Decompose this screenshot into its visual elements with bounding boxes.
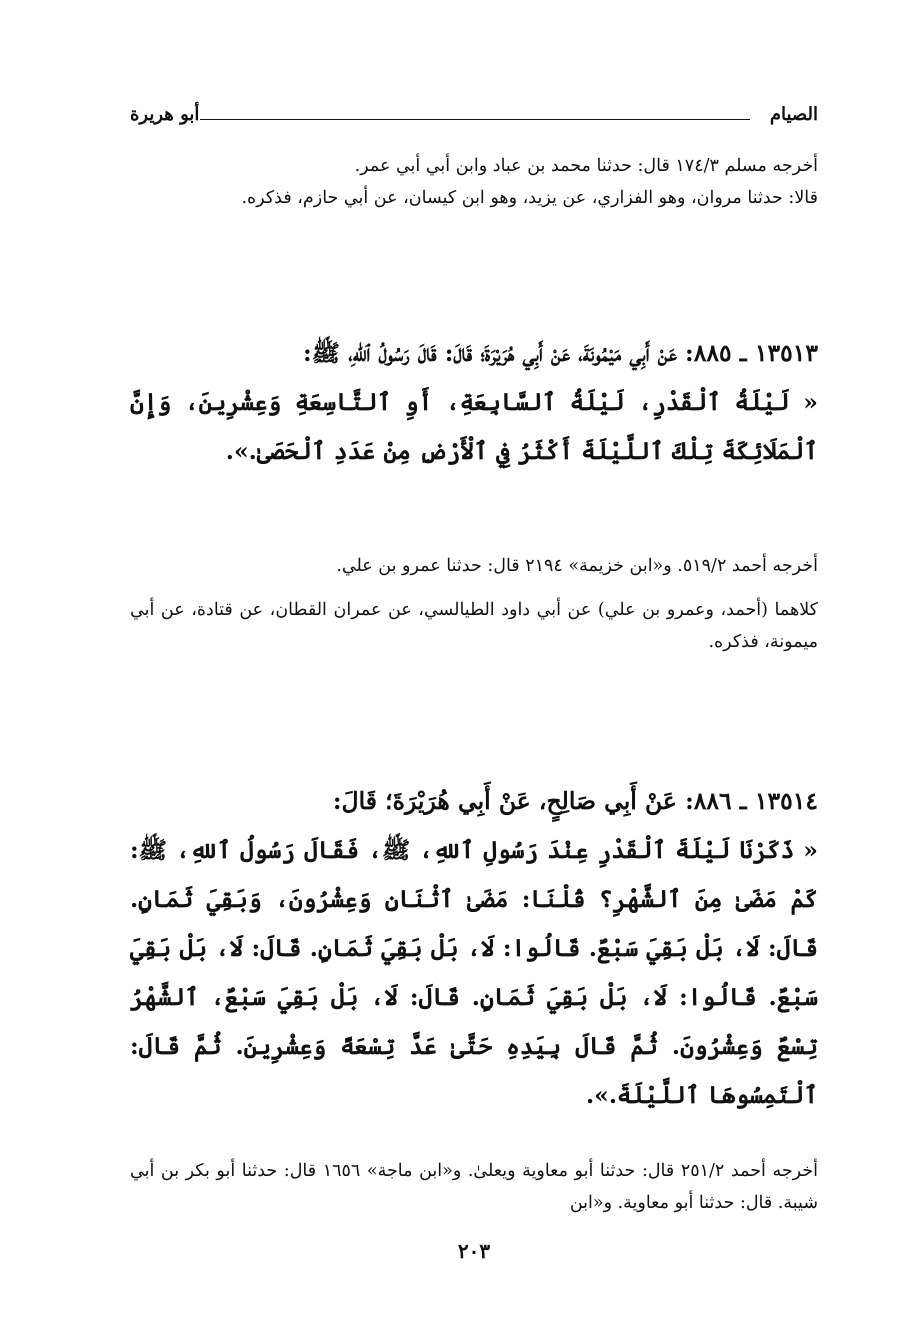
source-line: أخرجه أحمد ٥١٩/٢. و«ابن خزيمة» ٢١٩٤ قال: حدثنا عمرو بن علي.: [336, 556, 818, 576]
hadith-13513: [130, 329, 818, 476]
hadith-13514: [130, 777, 818, 1120]
header-rule: [200, 119, 750, 120]
source-note-mid: [130, 550, 818, 658]
narrator-title: أبو هريرة: [130, 104, 200, 125]
source-note-top: [130, 150, 818, 214]
hadith-isnad: ١٣٥١٣ ـ ٨٨٥: عَنْ أَبِي مَيْمُونَةَ، عَنْ أَبِي هُرَيْرَةَ؛ قَالَ: قَالَ رَسُولُ ٱللهِ، ﷺ:: [302, 339, 818, 367]
source-line: أخرجه أحمد ٢٥١/٢ قال: حدثنا أبو معاوية ويعلىٰ. و«ابن ماجة» ١٦٥٦ قال: حدثنا أبو بكر بن أبي شيبة. قال: حدثنا أبو معاوية. و«ابن: [130, 1161, 818, 1213]
source-line: أخرجه مسلم ١٧٤/٣ قال: حدثنا محمد بن عباد وابن أبي أبي عمر.: [354, 156, 818, 176]
source-line: قالا: حدثنا مروان، وهو الفزاري، عن يزيد، وهو ابن كيسان، عن أبي حازم، فذكره.: [241, 188, 818, 208]
hadith-matn: « ذَكَرْنَا لَيْلَةَ ٱلْقَدْرِ عِنْدَ رَسُولِ ٱللهِ، ﷺ، فَقَالَ رَسُولُ ٱللهِ، ﷺ: كَمْ مَضَىٰ مِنَ ٱلشَّهْرِ؟ قُلْنَا: مَضَىٰ ٱثْنَانِ وَعِشْرُونَ، وَبَقِيَ ثَمَانٍ. قَالَ: لَا، بَلْ بَقِيَ سَبْعٌ. قَالُوا: لَا، بَلْ بَقِيَ ثَمَانٍ. قَالَ: لَا، بَلْ بَقِيَ سَبْعٌ. قَالُوا: لَا، بَلْ بَقِيَ ثَمَانٍ. قَالَ: لَا، بَلْ بَقِيَ سَبْعٌ، ٱلشَّهْرُ تِسْعٌ وَعِشْرُونَ. ثُمَّ قَالَ بِيَدِهِ حَتَّىٰ عَدَّ تِسْعَةً وَعِشْرِينَ. ثُمَّ قَالَ: ٱلْتَمِسُوهَا ٱللَّيْلَةَ.».: [130, 836, 818, 1109]
book-page: [130, 0, 818, 1339]
chapter-title: الصيام: [769, 104, 818, 125]
page-number: ٢٠٣: [457, 1239, 491, 1263]
source-line: كلاهما (أحمد، وعمرو بن علي) عن أبي داود الطيالسي، عن عمران القطان، عن قتادة، عن أبي ميمونة، فذكره.: [130, 600, 818, 652]
source-note-bottom: [130, 1155, 818, 1219]
running-header: [130, 104, 818, 140]
hadith-isnad: ١٣٥١٤ ـ ٨٨٦: عَنْ أَبِي صَالِحٍ، عَنْ أَبِي هُرَيْرَةَ؛ قَالَ:: [332, 787, 818, 815]
hadith-matn: « لَيْلَةُ ٱلْقَدْرِ، لَيْلَةُ ٱلسَّابِعَةِ، أَوِ ٱلتَّاسِعَةِ وَعِشْرِينَ، وَإِنَّ ٱلْمَلَائِكَةَ تِلْكَ ٱللَّيْلَةَ أَكْثَرُ فِي ٱلْأَرْضِ مِنْ عَدَدِ ٱلْحَصَىٰ.».: [130, 388, 818, 465]
